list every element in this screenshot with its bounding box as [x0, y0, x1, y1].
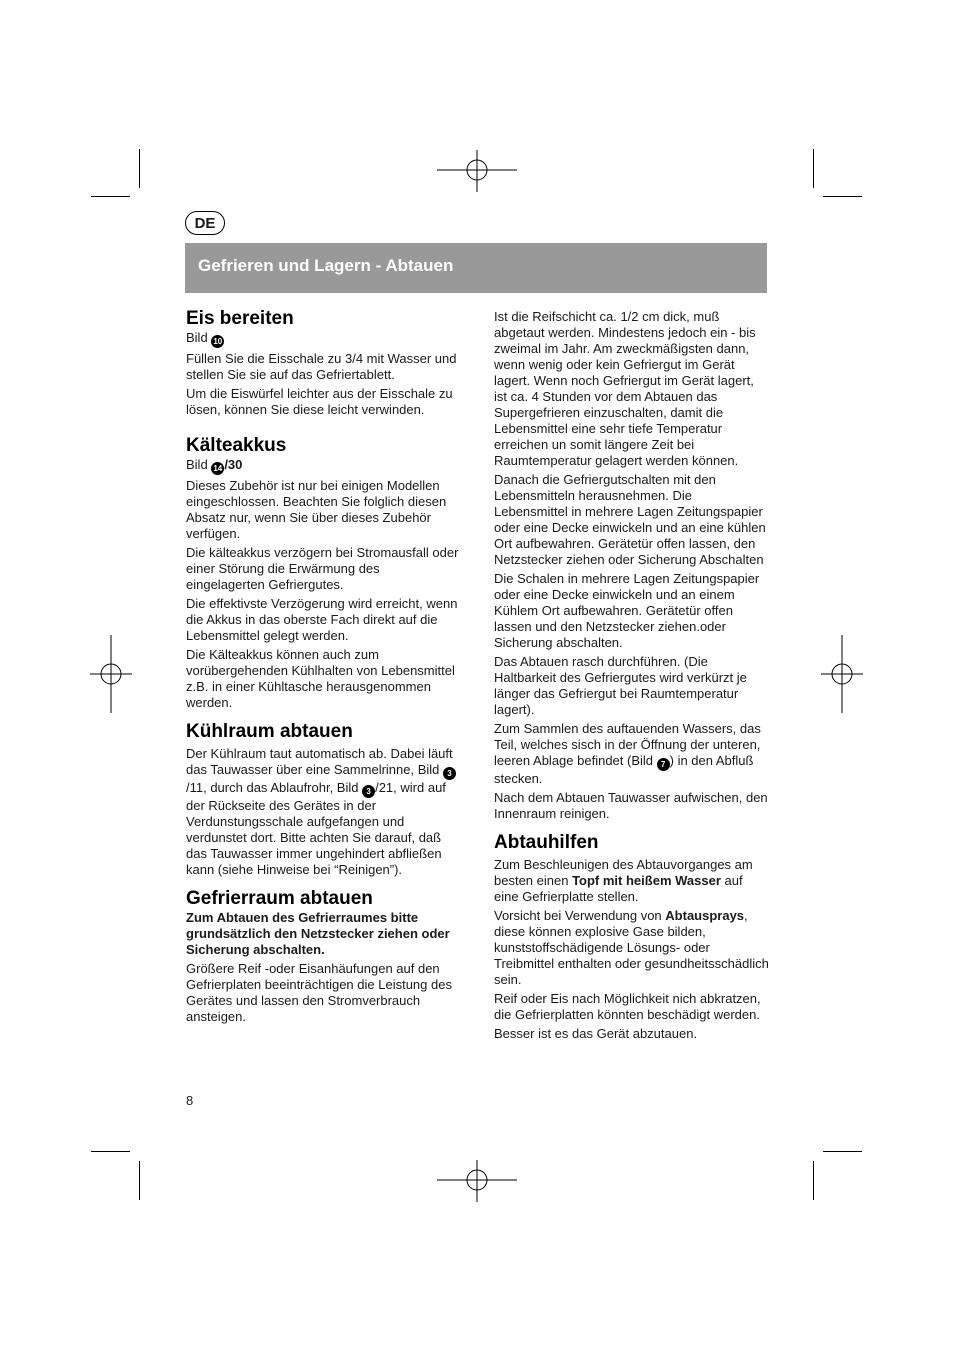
figure-number-badge: 10: [211, 335, 224, 348]
paragraph: Ist die Reifschicht ca. 1/2 cm dick, muß abgetaut werden. Mindestens jedoch ein - bis zweimal im Jahr. Am zweckmäßigsten dann, wenn wenig oder kein Gefriergut im Gerät lagert. Wenn noch Gefriergut im Gerät lagert, ist ca. 4 Stunden vor dem Abtauen das Supergefrieren einzuschalten, damit die Lebensmittel eine sehr tiefe Temperatur erreichen un somit längere Zeit bei Raumtemperatur gelagert werden können.: [494, 309, 756, 468]
registration-mark-icon: [821, 635, 863, 713]
left-column: [186, 308, 461, 1025]
figure-number-badge: 7: [657, 758, 670, 771]
paragraph: Die kälteakkus verzögern bei Stromausfall oder einer Störung die Erwärmung des eingelagerten Gefriergutes.: [186, 545, 459, 592]
page-number: 8: [186, 1093, 194, 1108]
warning-text: Zum Abtauen des Gefrierraumes bitte grundsätzlich den Netzstecker ziehen oder Sicherung abschalten.: [186, 910, 450, 957]
paragraph: Füllen Sie die Eisschale zu 3/4 mit Wasser und stellen Sie sie auf das Gefriertablett.: [186, 351, 457, 382]
paragraph: Danach die Gefriergutschalten mit den Lebensmitteln herausnehmen. Die Lebensmittel in mehrere Lagen Zeitungspapier oder eine Decke einwickeln und an eine kühlen Ort aufbewahren. Gerätetür offen lassen, den Netzstecker ziehen oder Sicherung Abschalten: [494, 472, 766, 567]
paragraph: Dieses Zubehör ist nur bei einigen Modellen eingeschlossen. Beachten Sie folglich diesen Absatz nur, wenn Sie über dieses Zubehör verfügen.: [186, 478, 447, 541]
paragraph: Größere Reif -oder Eisanhäufungen auf den Gefrierplaten beeinträchtigen die Leistung des Gerätes und lassen den Stromverbrauch ansteigen.: [186, 961, 452, 1024]
crop-mark: [823, 196, 862, 197]
heading-gefrierraum-abtauen: Gefrierraum abtauen: [186, 888, 373, 909]
section-header: [185, 243, 767, 293]
paragraph: Die Schalen in mehrere Lagen Zeitungspapier oder eine Decke einwickeln und an einem Kühlem Ort aufbewahren. Gerätetür offen lassen und den Netzstecker ziehen.oder Sicherung abschalten.: [494, 571, 760, 650]
paragraph: Die effektivste Verzögerung wird erreicht, wenn die Akkus in das oberste Fach direkt auf die Lebensmittel gelegt werden.: [186, 596, 458, 643]
heading-eis-bereiten: Eis bereiten: [186, 308, 294, 329]
crop-mark: [139, 1161, 140, 1200]
figure-number-badge: 3: [443, 767, 456, 780]
heading-kalteakkus: Kälteakkus: [186, 435, 287, 456]
paragraph: Besser ist es das Gerät abzutauen.: [494, 1026, 698, 1041]
paragraph: Vorsicht bei Verwendung von Abtausprays, diese können explosive Gase bilden, kunststoffschädigende Lösungs- oder Treibmittel enthalten oder gesundheitsschädlich sein.: [494, 908, 769, 987]
crop-mark: [91, 196, 130, 197]
crop-mark: [813, 1161, 814, 1200]
registration-mark-icon: [90, 635, 132, 713]
language-badge: DE: [185, 211, 225, 235]
crop-mark: [91, 1151, 130, 1152]
figure-reference: Bild 10: [186, 330, 461, 348]
paragraph: Zum Beschleunigen des Abtauvorganges am besten einen Topf mit heißem Wasser auf eine Gefrierplatte stellen.: [494, 857, 753, 904]
heading-kuehlraum-abtauen: Kühlraum abtauen: [186, 721, 353, 742]
paragraph: Das Abtauen rasch durchführen. (Die Haltbarkeit des Gefriergutes wird verkürzt je länger das Gefriergut bei Raumtemperatur lagert).: [494, 654, 747, 717]
registration-mark-icon: [437, 1160, 517, 1202]
figure-reference: Bild 14 /30: [186, 457, 243, 473]
heading-abtauhilfen: Abtauhilfen: [494, 832, 599, 853]
registration-mark-icon: [437, 150, 517, 192]
figure-number-badge: 3: [362, 785, 375, 798]
paragraph: Nach dem Abtauen Tauwasser aufwischen, den Innenraum reinigen.: [494, 790, 768, 821]
paragraph: Um die Eiswürfel leichter aus der Eisschale zu lösen, können Sie diese leicht verwinden.: [186, 386, 453, 417]
right-column: [494, 309, 769, 1042]
paragraph: Die Kälteakkus können auch zum vorübergehenden Kühlhalten von Lebensmittel z.B. in einer Kühltasche herausgenommen werden.: [186, 647, 455, 710]
crop-mark: [823, 1151, 862, 1152]
crop-mark: [813, 149, 814, 188]
section-title: Gefrieren und Lagern - Abtauen: [198, 256, 454, 275]
paragraph: Reif oder Eis nach Möglichkeit nich abkratzen, die Gefrierplatten könnten beschädigt werden.: [494, 991, 761, 1022]
crop-mark: [139, 149, 140, 188]
figure-number-badge: 14: [211, 462, 224, 475]
paragraph: Zum Sammlen des auftauenden Wassers, das Teil, welches sisch in der Öffnung der unteren, leeren Ablage befindet (Bild 7 ) in den Abfluß stecken.: [494, 721, 761, 786]
paragraph: Der Kühlraum taut automatisch ab. Dabei läuft das Tauwasser über eine Sammelrinne, Bild 3/11, durch das Ablaufrohr, Bild 3 /21, wird auf der Rückseite des Gerätes in der Verdunstungsschale aufgefangen und verdunstet dort. Bitte achten Sie darauf, daß das Tauwasser immer ungehindert abfließen kann (siehe Hinweise bei “Reinigen”).: [186, 746, 461, 878]
